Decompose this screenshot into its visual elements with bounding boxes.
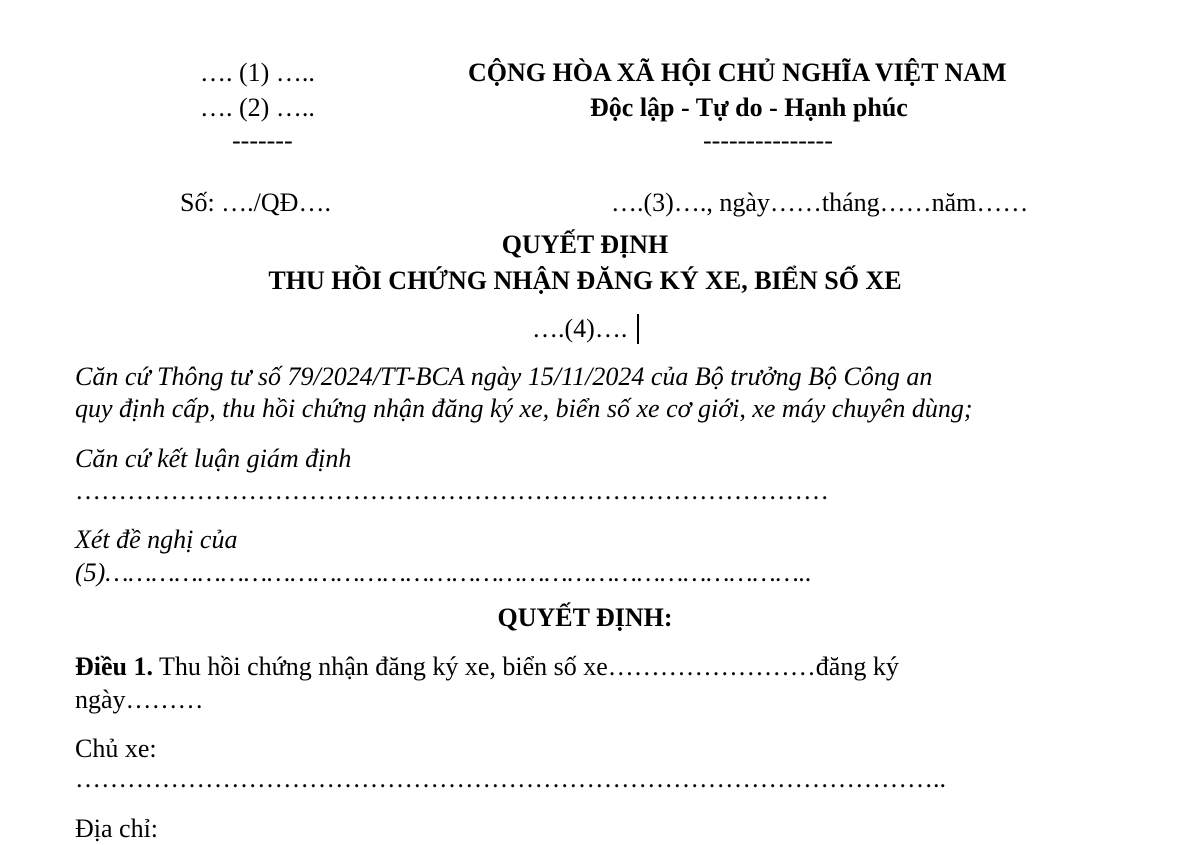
decision-heading: QUYẾT ĐỊNH: [497,603,673,632]
motto-divider: --------------- [703,126,833,155]
owner-label: Chủ xe: [75,734,157,763]
address-label: Địa chỉ: [75,814,159,843]
agency-divider: ------- [232,126,293,155]
consider-dots: (5)……………………………………………………………………………….. [75,558,812,587]
motto: Độc lập - Tự do - Hạnh phúc [590,93,908,122]
basis-conclusion-dots: …………………………………………………………………………… [75,476,829,505]
text-cursor [637,314,639,344]
basis-conclusion-label: Căn cứ kết luận giám định [75,444,352,473]
basis-circular-line-1: Căn cứ Thông tư số 79/2024/TT-BCA ngày 15/11/2024 của Bộ trưởng Bộ Công an [75,362,933,391]
agency-line-2: …. (2) ….. [200,93,315,122]
place-date: ….(3)…., ngày……tháng……năm…… [611,188,1029,217]
article-1-label: Điều 1. [75,652,153,681]
article-1 [75,654,899,680]
document-subtitle: THU HỒI CHỨNG NHẬN ĐĂNG KÝ XE, BIỂN SỐ XE [268,266,902,295]
basis-circular-line-2: quy định cấp, thu hồi chứng nhận đăng ký xe, biển số xe cơ giới, xe máy chuyên dùng; [75,394,973,423]
document-number: Số: …./QĐ…. [180,188,331,217]
article-1-text: Thu hồi chứng nhận đăng ký xe, biển số xe……………………đăng ký [153,652,899,681]
agency-line-1: …. (1) ….. [200,58,315,87]
nation-title: CỘNG HÒA XÃ HỘI CHỦ NGHĨA VIỆT NAM [468,58,1007,87]
owner-dots: ……………………………………………………………………………………….. [75,764,946,793]
consider-label: Xét đề nghị của [75,525,238,554]
document-title: QUYẾT ĐỊNH [501,230,669,259]
article-1-date: ngày……… [75,685,204,714]
title-blank-4: ….(4)…. [532,314,628,343]
